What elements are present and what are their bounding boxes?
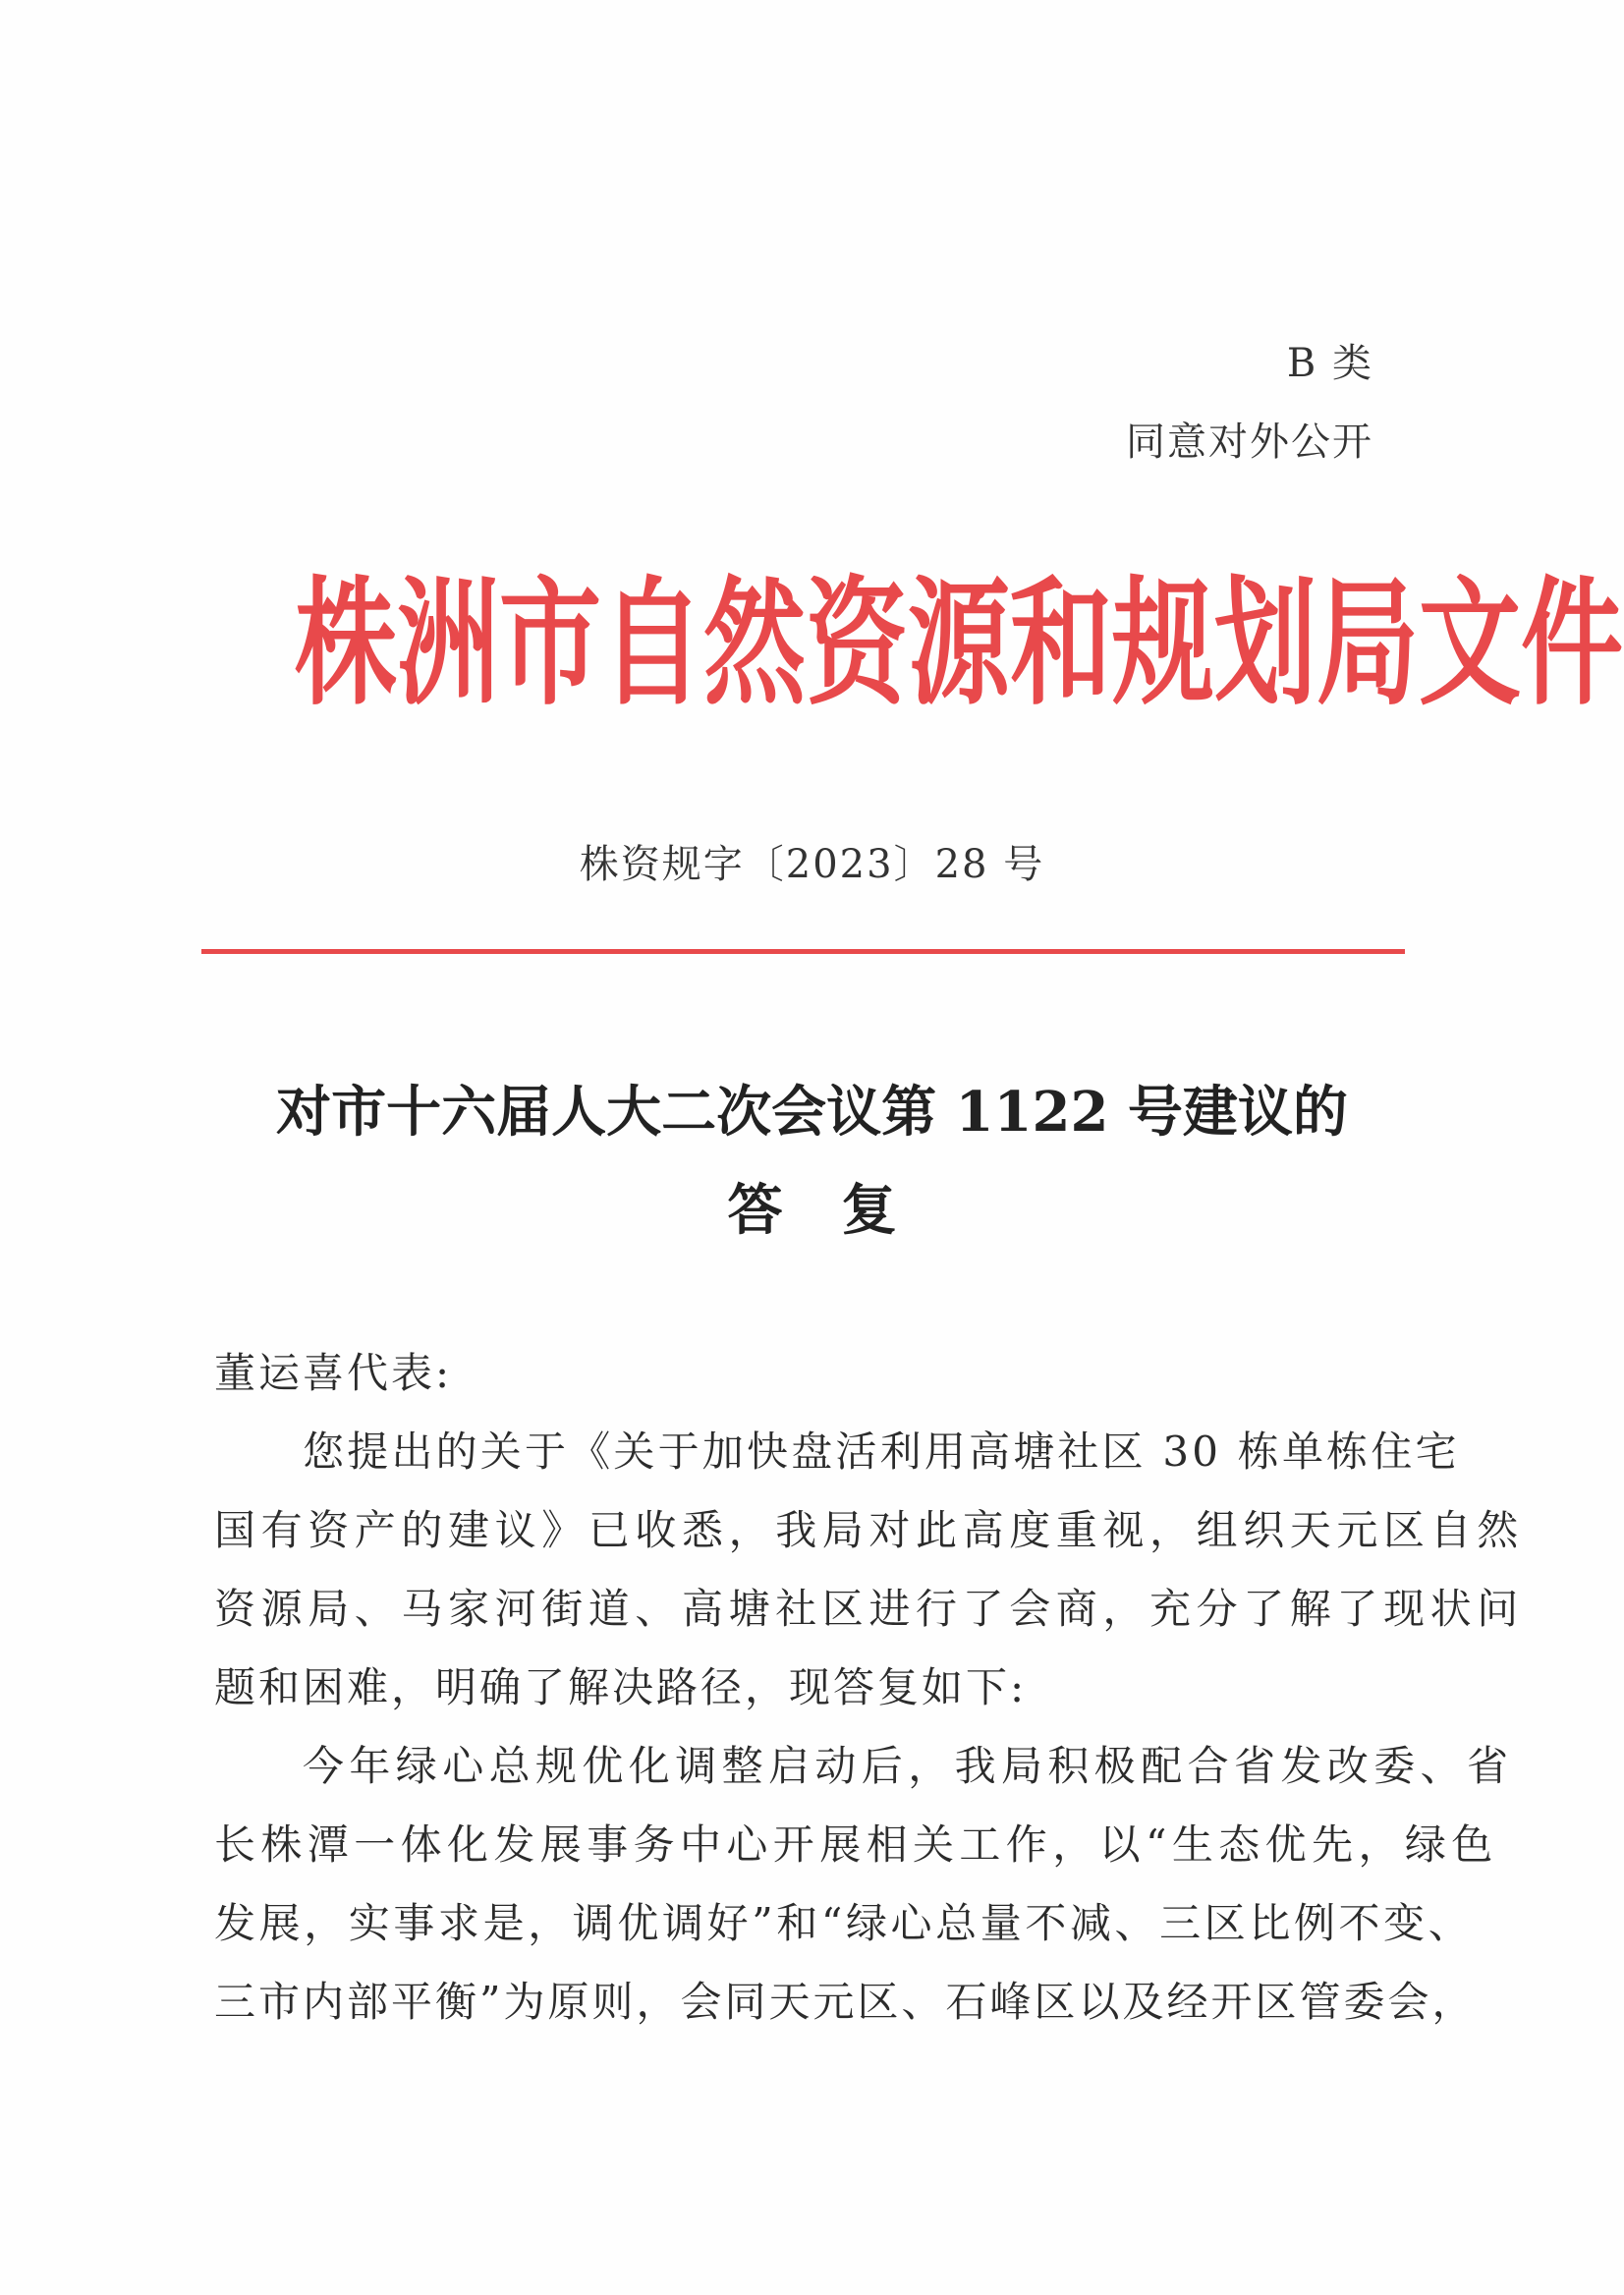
paragraph-2-line-2: 长株潭一体化发展事务中心开展相关工作，以“生态优先，绿色 bbox=[214, 1820, 1498, 1869]
disclosure-label: 同意对外公开 bbox=[1126, 420, 1373, 465]
issuer-header: 株洲市自然资源和规划局文件 bbox=[295, 562, 1624, 725]
document-number: 株资规字〔2023〕28 号 bbox=[579, 842, 1045, 887]
document-title-line-1: 对市十六届人大二次会议第 1122 号建议的 bbox=[276, 1080, 1348, 1145]
paragraph-1-line-4: 题和困难，明确了解决路径，现答复如下: bbox=[214, 1663, 1028, 1711]
paragraph-1-line-2: 国有资产的建议》已收悉，我局对此高度重视，组织天元区自然 bbox=[214, 1506, 1524, 1554]
paragraph-2-line-1: 今年绿心总规优化调整启动后，我局积极配合省发改委、省 bbox=[303, 1742, 1514, 1790]
salutation: 董运喜代表: bbox=[214, 1349, 453, 1397]
category-label: B 类 bbox=[1286, 341, 1373, 386]
red-divider-line bbox=[201, 949, 1405, 954]
paragraph-1-line-1: 您提出的关于《关于加快盘活利用高塘社区 30 栋单栋住宅 bbox=[303, 1427, 1460, 1476]
paragraph-2-line-3: 发展，实事求是，调优调好”和“绿心总量不减、三区比例不变、 bbox=[214, 1899, 1474, 1947]
paragraph-1-line-3: 资源局、马家河街道、高塘社区进行了会商，充分了解了现状问 bbox=[214, 1585, 1524, 1633]
document-title-line-2: 答复 bbox=[727, 1178, 956, 1243]
paragraph-2-line-4: 三市内部平衡”为原则，会同天元区、石峰区以及经开区管委会， bbox=[214, 1978, 1477, 2026]
